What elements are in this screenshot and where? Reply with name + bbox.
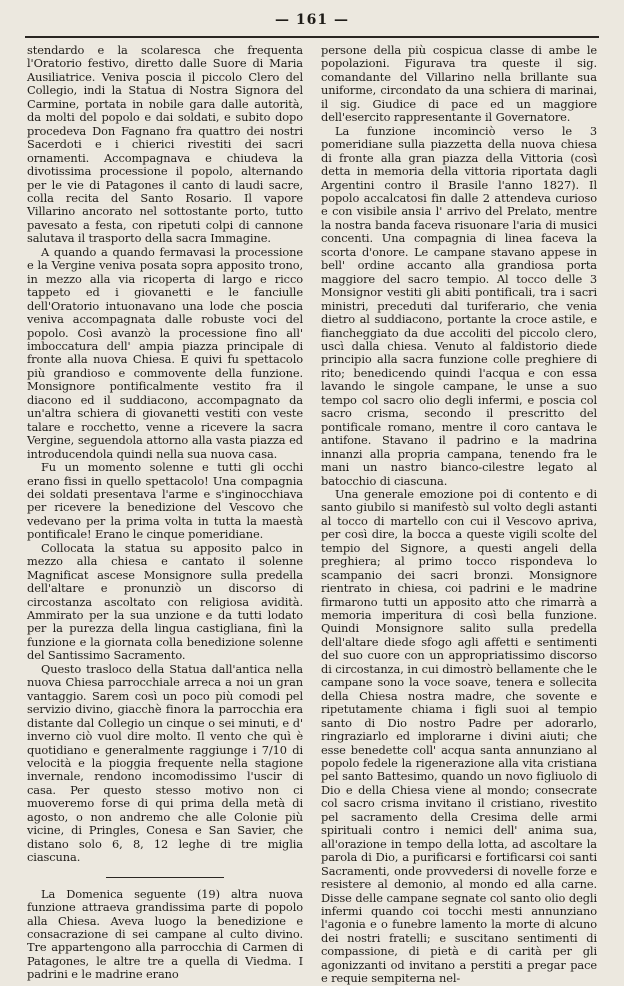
paragraph: Collocata la statua su apposito palco in mezzo alla chiesa e cantato il solenne Magnificat ascese Monsignore sulla predella dell'altare e pronunziò un discorso di circostanza ascoltato con religiosa avidità. Ammirato per la sua unzione e da tutti lodato per la purezza della lingua castigliana, finì la funzione e la giornata colla benedizione solenne del Santissimo Sacramento. xyxy=(27,540,303,663)
paragraph: persone della più cospicua classe di ambe le popolazioni. Figurava tra queste il sig. comandante del Villarino nella brillante sua uniforme, circondato da una schiera di marinai, il sig. Giudice di pace ed un maggiore dell'esercito rappresentante il Governatore. xyxy=(321,43,597,125)
paragraph: La funzione incominciò verso le 3 pomeridiane sulla piazzetta della nuova chiesa di fronte alla gran piazza della Vittoria (così detta in memoria della vittoria riportata dagli Argentini contro il Brasile l'anno 1827). Il popolo accalcatosi fin dalle 2 attendeva curioso e con visibile ansia l' arrivo del Prelato, mentre la nostra banda faceva risuonare l'aria di musici concenti. Una compagnia di linea faceva la scorta d'onore. Le campane stavano appese in bell' ordine accanto alla grandiosa porta maggiore del sacro tempio. Al tocco delle 3 Monsignor vestiti gli abiti pontificali, tra i sacri ministri, preceduti dal turiferario, che venia dietro al suddiacono, portante la croce astile, e fiancheggiato da due accoliti del piccolo clero, uscì dalla chiesa. Venuto al faldistorio diede principio alla sacra funzione colle preghiere di rito; benedicendo quindi l'acqua e con essa lavando le singole campane, le unse a suo tempo col sacro olio degli infermi, e poscia col sacro crisma, secondo il prescritto del pontificale romano, mentre il coro cantava le antifone. Stavano il padrino e la madrina innanzi alla propria campana, tenendo fra le mani un nastro bianco-cilestre legato al batocchio di ciascuna. xyxy=(321,123,597,488)
header-rule xyxy=(25,36,599,38)
section-separator xyxy=(106,877,224,878)
paragraph: Fu un momento solenne e tutti gli occhi erano fissi in quello spettacolo! Una compagnia dei soldati presentava l'arme e s'inginocchiava per ricevere la benedizione del Vescovo che vedevano per la prima volta in tutta la maestà pontificale! Erano le cinque pomeridiane. xyxy=(27,460,303,542)
paragraph: Questo trasloco della Statua dall'antica nella nuova Chiesa parrocchiale arreca a noi un gran vantaggio. Sarem così un poco più comodi pel servizio divino, giacchè finora la parrocchia era distante dal Collegio un cinque o sei minuti, e d' inverno ciò vuol dire molto. Il vento che quì è quotidiano e generalmente raggiunge i 7/10 di velocità e la pioggia frequente nella stagione invernale, rendono incomodissimo l'uscir di casa. Per questo stesso motivo non ci muoveremo forse di qui prima della metà di agosto, o non andremo che alle Colonie più vicine, di Pringles, Conesa e San Savier, che distano solo 6, 8, 12 leghe di tre miglia ciascuna. xyxy=(27,661,303,865)
paragraph: Una generale emozione poi di contento e di santo giubilo si manifestò sul volto degli astanti al tocco di martello con cui il Vescovo apriva, per così dire, la bocca a queste vigili scolte del tempio del Signore, a questi angeli della preghiera; al primo tocco rispondeva lo scampanio dei sacri bronzi. Monsignore rientrato in chiesa, coi padrini e le madrine firmarono tutti un apposito atto che rimarrà a memoria imperitura di così bella funzione. Quindi Monsignore salito sulla predella dell'altare diede sfogo agli affetti e sentimenti del suo cuore con un appropriatissimo discorso di circostanza, in cui dimostrò bellamente che le campane sono la voce soave, tenera e sollecita della Chiesa nostra madre, che sovente e ripetutamente chiama i figli suoi al tempio santo di Dio nostro Padre per adorarlo, ringraziarlo ed implorarne i divini aiuti; che esse benedette coll' acqua santa annunziano al popolo fedele la rigenerazione alla vita cristiana pel santo Battesimo, quando un novo figliuolo di Dio e della Chiesa viene al mondo; consecrate col sacro crisma invitano il cristiano, rivestito pel sacramento della Cresima delle armi spirituali contro i nemici dell' anima sua, all'orazione in tempo della lotta, ad ascoltare la parola di Dio, a purificarsi e fortificarsi coi santi Sacramenti, onde provvedersi di novelle forze e resistere al demonio, al mondo ed alla carne. Disse delle campane segnate col santo olio degli infermi quando coi tocchi mesti annunziano l'agonia e o funebre lamento la morte di alcuno dei nostri fratelli; e suscitano sentimenti di compassione, di pietà e di carità per gli agonizzanti od invitano a perstiti a pregar pace e requie sempiterna nel- xyxy=(321,486,597,986)
page-number: — 161 — xyxy=(275,12,349,28)
paragraph: stendardo e la scolaresca che frequenta l'Oratorio festivo, diretto dalle Suore di Maria Ausiliatrice. Veniva poscia il piccolo Clero del Collegio, indi la Statua di Nostra Signora del Carmine, portata in nobile gara dalle autorità, da molti del popolo e dai soldati, e subito dopo procedeva Don Fagnano fra quattro dei nostri Sacerdoti e i chierici rivestiti dei sacri ornamenti. Accompagnava e chiudeva la divotissima processione il popolo, alternando per le vie di Patagones il canto di laudi sacre, colla recita del Santo Rosario. Il vapore Villarino ancorato nel sottostante porto, tutto pavesato a festa, con ripetuti colpi di cannone salutava il trasporto della sacra Immagine. xyxy=(27,43,303,246)
right-column xyxy=(321,44,597,986)
paragraph: La Domenica seguente (19) altra nuova funzione attraeva grandissima parte di popolo alla Chiesa. Aveva luogo la benedizione e consacrazione di sei campane al culto divino. Tre appartengono alla parrocchia di Carmen di Patagones, le altre tre a quella di Viedma. I padrini e le madrine erano xyxy=(27,886,303,982)
left-column xyxy=(27,44,303,982)
paragraph: A quando a quando fermavasi la processione e la Vergine veniva posata sopra apposito trono, in mezzo alla via ricoperta di largo e ricco tappeto ed i giovanetti e le fanciulle dell'Oratorio intuonavano una lode che poscia veniva accompagnata dalle robuste voci del popolo. Così avanzò la processione fino all' imboccatura dell' ampia piazza principale di fronte alla nuova Chiesa. E quivi fu spettacolo più grandioso e commovente della funzione. Monsignore pontificalmente vestito fra il diacono ed il suddiacono, accompagnato da un'altra schiera di giovanetti vestiti con veste talare e rocchetto, venne a ricevere la sacra Vergine, seguendola attorno alla vasta piazza ed introducendola quindi nella sua nuova casa. xyxy=(27,244,303,461)
